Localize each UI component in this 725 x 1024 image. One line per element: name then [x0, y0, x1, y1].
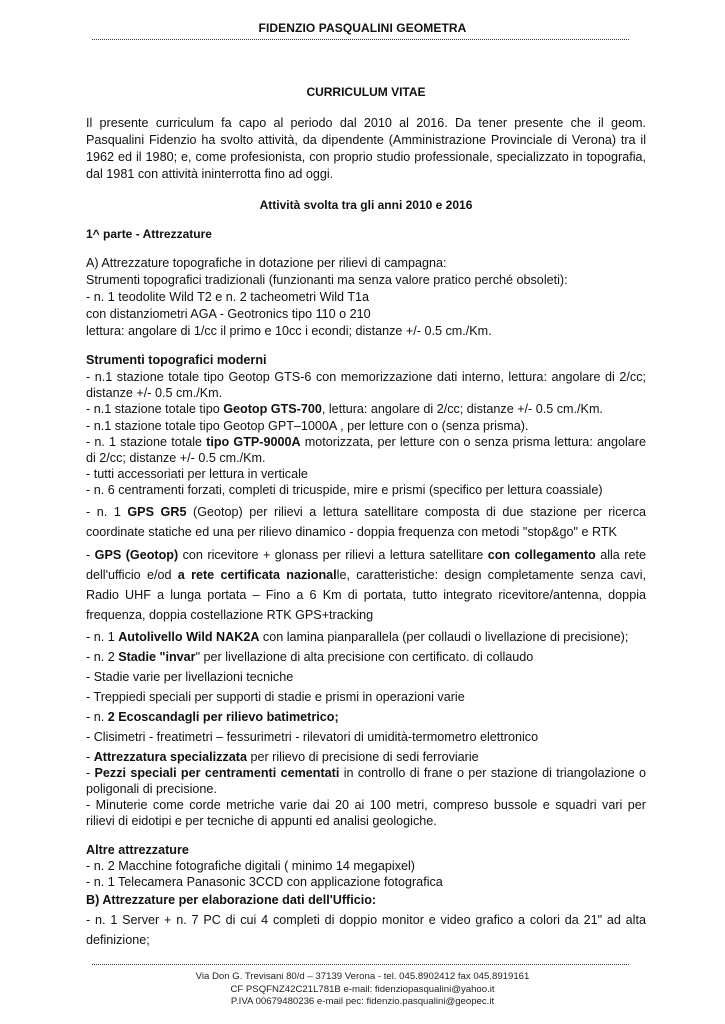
other-equipment-title: Altre attrezzature [86, 842, 189, 857]
modern-item-2: - n.1 stazione totale tipo Geotop GTS-700, lettura: angolare di 2/cc; distanze +/- 0.5 cm./Km. [86, 402, 603, 417]
footer [0, 971, 725, 1009]
block-a-line-4: con distanziometri AGA - Geotronics tipo 110 o 210 [86, 307, 371, 321]
modern-item-9: - n. 1 Autolivello Wild NAK2A con lamina pianparallela (per collaudi o livellazione di precisione); [86, 629, 629, 644]
modern-item-1: - n.1 stazione totale tipo Geotop GTS-6 con memorizzazione dati interno, lettura: angolare di 2/cc; distanze +/- 0.5 cm./Km. [86, 370, 646, 401]
document-title: CURRICULUM VITAE [306, 85, 426, 99]
modern-item-15: - Attrezzatura specializzata per rilievo di precisione di sedi ferroviarie [86, 749, 479, 764]
modern-item-17: - Minuterie come corde metriche varie dai 20 ai 100 metri, compreso bussole e squadri vari per rilievi di eidotipi e per tecniche di appunti ed analisi geologiche. [86, 798, 646, 829]
modern-item-7: - n. 1 GPS GR5 (Geotop) per rilievi a lettura satellitare composta di due stazione per ricerca coordinate statiche ed una per rilievo dinamico - doppia frequenza con metodi "stop&go" e RTK [86, 504, 646, 539]
modern-item-16: - Pezzi speciali per centramenti cementati in controllo di frane o per stazione di triangolazione o poligonali di precisione. [86, 765, 646, 797]
modern-item-11: - Stadie varie per livellazioni tecniche [86, 669, 294, 684]
modern-item-8: - GPS (Geotop) con ricevitore + glonass per rilievi a lettura satellitare con collegamento alla rete dell'ufficio e/od a rete certificata nazionalle, caratteristiche: design completamente senza cavi, Radio UHF a lunga portata – Fino a 6 Km di portata, tutto integrato ricevitore/antenna, doppia frequenza, doppia costellazione RTK GPS+tracking [86, 547, 646, 622]
footer-vat-pec: P.IVA 00679480236 e-mail pec: fidenzio.pasqualini@geopec.it [230, 996, 495, 1007]
part-title: 1^ parte - Attrezzature [86, 227, 212, 241]
header-divider [92, 39, 629, 40]
section-title: Attività svolta tra gli anni 2010 e 2016 [259, 198, 473, 212]
block-b-title: B) Attrezzature per elaborazione dati dell'Ufficio: [86, 893, 377, 908]
footer-address: Via Don G. Trevisani 80/d – 37139 Verona - tel. 045.8902412 fax 045.8919161 [195, 971, 530, 982]
document-body [86, 84, 646, 950]
modern-item-10: - n. 2 Stadie "invar" per livellazione di alta precisione con certificato. di collaudo [86, 649, 534, 664]
letterhead-title: FIDENZIO PASQUALINI GEOMETRA [258, 21, 467, 35]
intro-paragraph: Il presente curriculum fa capo al periodo dal 2010 al 2016. Da tener presente che il geom. Pasqualini Fidenzio ha svolto attività, da dipendente (Amministrazione Provinciale di Verona) tra il 1962 ed il 1980; e, come profesionista, con proprio studio professionale, specializzato in topografia, dal 1981 con attività ininterrotta fino ad oggi. [86, 116, 646, 181]
modern-item-4: - n. 1 stazione totale tipo GTP-9000A motorizzata, per letture con o senza prisma lettura: angolare di 2/cc; distanze +/- 0.5 cm./Km. [86, 434, 646, 466]
modern-item-3: - n.1 stazione totale tipo Geotop GPT–1000A , per letture con o (senza prisma). [86, 418, 529, 433]
footer-divider [92, 964, 629, 965]
block-a-line-5: lettura: angolare di 1/cc il primo e 10cc i econdi; distanze +/- 0.5 cm./Km. [86, 324, 492, 338]
block-a-line-2: Strumenti topografici tradizionali (funzionanti ma senza valore pratico perché obsoleti): [86, 273, 568, 287]
block-b-item-1: - n. 1 Server + n. 7 PC di cui 4 completi di doppio monitor e video grafico a colori da 21" ad alta definizione; [86, 913, 646, 948]
modern-item-6: - n. 6 centramenti forzati, completi di tricuspide, mire e prismi (specifico per lettura coassiale) [86, 483, 603, 498]
modern-item-12: - Treppiedi speciali per supporti di stadie e prismi in operazioni varie [86, 689, 465, 704]
other-item-2: - n. 1 Telecamera Panasonic 3CCD con applicazione fotografica [86, 875, 443, 890]
other-item-1: - n. 2 Macchine fotografiche digitali ( minimo 14 megapixel) [86, 858, 415, 873]
block-a-line-1: A) Attrezzature topografiche in dotazione per rilievi di campagna: [86, 256, 447, 270]
modern-item-14: - Clisimetri - freatimetri – fessurimetri - rilevatori di umidità-termometro elettronico [86, 729, 539, 744]
modern-instruments-title: Strumenti topografici moderni [86, 353, 267, 367]
modern-item-13: - n. 2 Ecoscandagli per rilievo batimetrico; [86, 709, 339, 724]
footer-tax-email: CF PSQFNZ42C21L781B e-mail: fidenziopasqualini@yahoo.it [230, 983, 495, 995]
block-a-line-3: - n. 1 teodolite Wild T2 e n. 2 tacheometri Wild T1a [86, 290, 370, 304]
modern-item-5: - tutti accessoriati per lettura in verticale [86, 467, 308, 482]
